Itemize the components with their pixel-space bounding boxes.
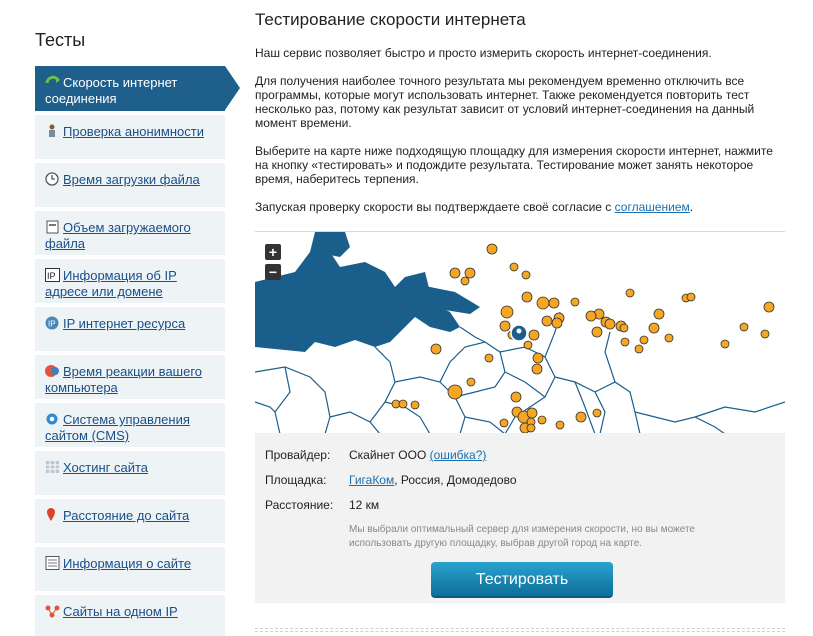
clock-icon [45,172,61,186]
sidebar-item-download-time[interactable] [35,163,225,207]
sidebar-item-reaction-time[interactable] [35,355,225,399]
sidebar-item-label: Информация о сайте [63,556,192,571]
distance-value: 12 км [349,498,380,512]
speed-arrows-icon [45,75,61,89]
distance-label: Расстояние: [265,498,334,512]
site-location: , Россия, Домодедово [394,473,517,487]
sidebar-item-label: Объем загружаемого файла [45,220,191,251]
zoom-in-button[interactable]: + [265,244,281,260]
sidebar-item-label: Скорость интернет соединения [45,75,178,106]
main-content [255,10,785,228]
agreement-link[interactable]: соглашением [614,200,690,214]
provider-error-link[interactable]: (ошибка?) [429,448,487,462]
sidebar-item-label: Сайты на одном IP [63,604,178,619]
sidebar-item-same-ip-sites[interactable] [35,595,225,636]
sidebar-item-ip-info[interactable] [35,259,225,303]
svg-text:IP: IP [47,271,56,281]
sidebar-title: Тесты [35,30,86,50]
sidebar-item-cms[interactable] [35,403,225,447]
sidebar-item-label: Информация об IP адресе или домене [45,268,177,299]
zoom-out-button[interactable]: − [265,264,281,280]
cms-gear-icon [45,412,61,426]
agreement-end: . [689,200,694,214]
sidebar-item-file-size[interactable] [35,211,225,255]
svg-text:IP: IP [48,319,56,329]
instructions-paragraph: Выберите на карте ниже подходящую площадку для измерения скорости интернет, нажмите на кнопку «тестировать» и подождите результата. Тестирование может занять некоторое время, наберитесь терпения. [255,144,773,186]
reaction-icon [45,364,61,378]
sidebar-item-label: Время реакции вашего компьютера [45,364,203,395]
recommendation-paragraph: Для получения наиболее точного результата мы рекомендуем временно отключить все программы, которые могут использовать интернет. Также рекомендуется повторить тест несколько раз, потому как результат зависит от условий интернет-соединения на данный момент времени. [255,74,755,130]
divider [255,628,785,632]
network-icon [45,604,61,618]
intro-paragraph: Наш сервис позволяет быстро и просто измерить скорость интернет-соединения. [255,46,712,60]
sidebar-item-label: IP интернет ресурса [63,316,186,331]
ip-resource-icon [45,316,61,330]
file-size-icon [45,220,61,234]
sidebar-item-label: Хостинг сайта [63,460,149,475]
site-label: Площадка: [265,473,327,487]
test-button[interactable]: Тестировать [431,562,613,598]
ip-info-icon [45,268,61,282]
provider-row [265,448,486,462]
agreement-paragraph [255,200,785,214]
sidebar-item-hosting[interactable] [35,451,225,495]
person-icon [45,124,61,138]
sidebar-item-anonymity[interactable] [35,115,225,159]
sidebar-item-label: Расстояние до сайта [63,508,190,523]
provider-label: Провайдер: [265,448,331,462]
hosting-grid-icon [45,460,61,474]
map-canvas[interactable] [255,232,785,433]
server-note: Мы выбрали оптимальный сервер для измерения скорости, но вы можете использовать другую площадку, выбрав другой город на карте. [349,524,695,549]
document-icon [45,556,61,570]
selected-server-marker[interactable] [511,325,527,341]
sidebar-item-ip-resource[interactable] [35,307,225,351]
sidebar-item-site-info[interactable] [35,547,225,591]
location-pin-icon [45,508,61,522]
provider-value: Скайнет ООО [349,448,427,462]
server-info-panel [255,433,785,603]
sidebar-item-label: Проверка анонимности [63,124,204,139]
distance-row [265,498,379,512]
site-row [265,473,517,487]
sidebar-item-distance[interactable] [35,499,225,543]
agreement-text: Запуская проверку скорости вы подтверждаете своё согласие с [255,200,615,214]
sidebar-item-internet-speed[interactable] [35,66,225,111]
site-link[interactable]: ГигаКом [349,473,395,487]
sidebar-item-label: Система управления сайтом (CMS) [45,412,190,443]
sidebar-item-label: Время загрузки файла [63,172,200,187]
server-map[interactable] [255,231,785,433]
sidebar-nav [35,66,225,636]
page-title: Тестирование скорости интернета [255,10,526,29]
